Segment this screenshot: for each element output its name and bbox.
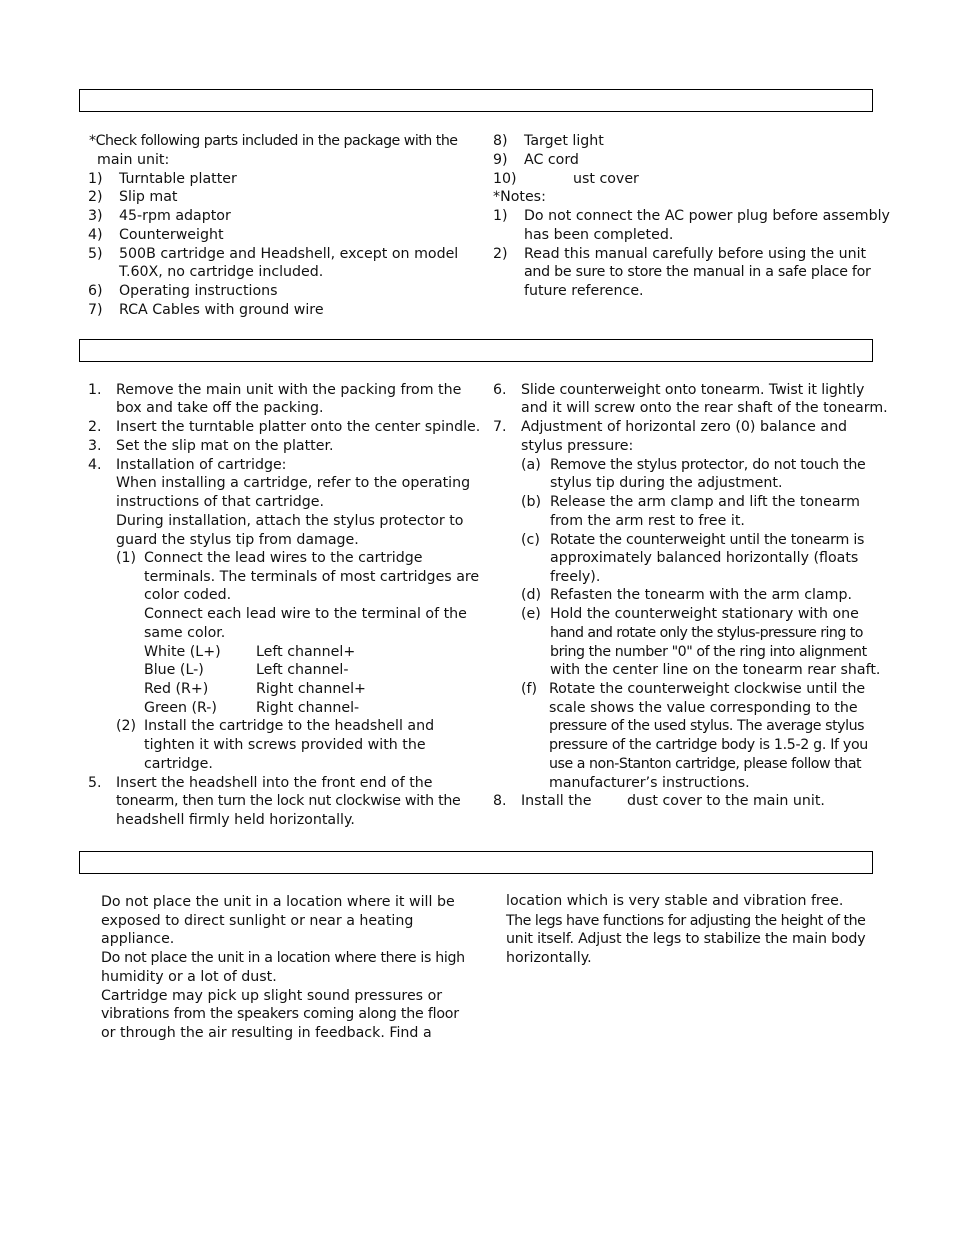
- paragraph-line: location which is very stable and vibration free.: [506, 893, 844, 909]
- paragraph-line: The legs have functions for adjusting the height of the: [506, 913, 866, 929]
- step-text: Slide counterweight onto tonearm. Twist it lightly: [521, 382, 865, 398]
- step-text: Installation of cartridge:: [116, 457, 287, 473]
- list-item: T.60X, no cartridge included.: [119, 264, 324, 280]
- paragraph-line: humidity or a lot of dust.: [101, 969, 277, 985]
- list-number: 9): [493, 152, 508, 168]
- substep-number: (a): [521, 457, 541, 473]
- paragraph-line: Do not place the unit in a location where it will be: [101, 894, 455, 910]
- step-text: When installing a cartridge, refer to the operating: [116, 475, 471, 491]
- step-number: 3.: [88, 438, 102, 454]
- wire-channel: Left channel-: [256, 662, 349, 678]
- list-number: 3): [88, 208, 103, 224]
- wire-color: White (L+): [144, 644, 221, 660]
- wire-color: Green (R-): [144, 700, 217, 716]
- section-header-box-1: [79, 89, 873, 112]
- list-item: Turntable platter: [119, 171, 237, 187]
- substep-text: Install the cartridge to the headshell and: [144, 718, 435, 734]
- substep-text: pressure of the used stylus. The average stylus: [549, 718, 865, 734]
- step-text: headshell firmly held horizontally.: [116, 812, 355, 828]
- note-text: Do not connect the AC power plug before assembly: [524, 208, 890, 224]
- substep-text: tighten it with screws provided with the: [144, 737, 426, 753]
- substep-text: pressure of the cartridge body is 1.5-2 g. If you: [549, 737, 868, 753]
- step-number: 6.: [493, 382, 507, 398]
- list-item: ust cover: [573, 171, 639, 187]
- step-number: 1.: [88, 382, 102, 398]
- paragraph-line: or through the air resulting in feedback. Find a: [101, 1025, 432, 1041]
- list-number: 7): [88, 302, 103, 318]
- paragraph-line: vibrations from the speakers coming along the floor: [101, 1006, 459, 1022]
- wire-channel: Left channel+: [256, 644, 356, 660]
- note-text: future reference.: [524, 283, 644, 299]
- substep-text: terminals. The terminals of most cartridges are: [144, 569, 480, 585]
- substep-text: stylus tip during the adjustment.: [550, 475, 783, 491]
- list-item: 500B cartridge and Headshell, except on model: [119, 246, 459, 262]
- note-number: 1): [493, 208, 508, 224]
- section-header-box-2: [79, 339, 873, 362]
- wire-channel: Right channel-: [256, 700, 360, 716]
- list-number: 6): [88, 283, 103, 299]
- substep-number: (d): [521, 587, 542, 603]
- substep-text: color coded.: [144, 587, 232, 603]
- list-number: 5): [88, 246, 103, 262]
- step-text: box and take off the packing.: [116, 400, 324, 416]
- substep-text: use a non-Stanton cartridge, please follow that: [549, 756, 862, 772]
- step-text: Set the slip mat on the platter.: [116, 438, 334, 454]
- substep-number: (2): [116, 718, 137, 734]
- substep-text: same color.: [144, 625, 226, 641]
- step-text: Insert the turntable platter onto the center spindle.: [116, 419, 481, 435]
- list-number: 4): [88, 227, 103, 243]
- list-item: Operating instructions: [119, 283, 278, 299]
- list-number: 2): [88, 189, 103, 205]
- step-text: Insert the headshell into the front end of the: [116, 775, 433, 791]
- step-text: stylus pressure:: [521, 438, 634, 454]
- step-text: tonearm, then turn the lock nut clockwise with the: [116, 793, 461, 809]
- substep-text: from the arm rest to free it.: [550, 513, 745, 529]
- substep-number: (f): [521, 681, 538, 697]
- list-item: RCA Cables with ground wire: [119, 302, 324, 318]
- list-item: Slip mat: [119, 189, 178, 205]
- step-text: dust cover to the main unit.: [627, 793, 825, 809]
- step-text: Remove the main unit with the packing from the: [116, 382, 462, 398]
- substep-text: Connect each lead wire to the terminal of the: [144, 606, 467, 622]
- substep-text: cartridge.: [144, 756, 213, 772]
- wire-channel: Right channel+: [256, 681, 366, 697]
- substep-number: (b): [521, 494, 542, 510]
- step-number: 2.: [88, 419, 102, 435]
- step-text: instructions of that cartridge.: [116, 494, 325, 510]
- step-text: During installation, attach the stylus protector to: [116, 513, 464, 529]
- section-header-box-3: [79, 851, 873, 874]
- step-number: 8.: [493, 793, 507, 809]
- substep-text: Release the arm clamp and lift the tonearm: [550, 494, 860, 510]
- paragraph-line: Do not place the unit in a location where there is high: [101, 950, 465, 966]
- list-item: AC cord: [524, 152, 579, 168]
- substep-number: (1): [116, 550, 137, 566]
- list-item: Counterweight: [119, 227, 224, 243]
- substep-text: Connect the lead wires to the cartridge: [144, 550, 423, 566]
- substep-text: Rotate the counterweight until the tonearm is: [550, 532, 865, 548]
- substep-text: Remove the stylus protector, do not touch the: [550, 457, 866, 473]
- list-item: Target light: [524, 133, 604, 149]
- paragraph-line: exposed to direct sunlight or near a heating: [101, 913, 414, 929]
- parts-intro: *Check following parts included in the package with the: [89, 133, 458, 149]
- substep-text: freely).: [550, 569, 601, 585]
- list-number: 1): [88, 171, 103, 187]
- substep-text: hand and rotate only the stylus-pressure ring to: [550, 625, 863, 641]
- step-number: 7.: [493, 419, 507, 435]
- substep-text: Rotate the counterweight clockwise until the: [549, 681, 866, 697]
- substep-number: (c): [521, 532, 540, 548]
- paragraph-line: appliance.: [101, 931, 175, 947]
- substep-text: approximately balanced horizontally (floats: [550, 550, 859, 566]
- list-item: 45-rpm adaptor: [119, 208, 231, 224]
- substep-text: Hold the counterweight stationary with one: [550, 606, 859, 622]
- notes-label: *Notes:: [493, 189, 546, 205]
- substep-text: bring the number "0" of the ring into alignment: [550, 644, 867, 660]
- substep-text: scale shows the value corresponding to the: [549, 700, 858, 716]
- substep-text: manufacturer’s instructions.: [549, 775, 750, 791]
- wire-color: Blue (L-): [144, 662, 204, 678]
- substep-text: with the center line on the tonearm rear shaft.: [550, 662, 881, 678]
- step-number: 4.: [88, 457, 102, 473]
- paragraph-line: horizontally.: [506, 950, 592, 966]
- note-number: 2): [493, 246, 508, 262]
- paragraph-line: Cartridge may pick up slight sound pressures or: [101, 988, 443, 1004]
- note-text: Read this manual carefully before using the unit: [524, 246, 867, 262]
- list-number: 10): [493, 171, 517, 187]
- paragraph-line: unit itself. Adjust the legs to stabilize the main body: [506, 931, 866, 947]
- parts-intro: main unit:: [97, 152, 170, 168]
- substep-text: Refasten the tonearm with the arm clamp.: [550, 587, 852, 603]
- step-text: Install the: [521, 793, 592, 809]
- step-text: guard the stylus tip from damage.: [116, 532, 359, 548]
- note-text: has been completed.: [524, 227, 674, 243]
- substep-number: (e): [521, 606, 541, 622]
- step-number: 5.: [88, 775, 102, 791]
- note-text: and be sure to store the manual in a safe place for: [524, 264, 871, 280]
- wire-color: Red (R+): [144, 681, 209, 697]
- list-number: 8): [493, 133, 508, 149]
- step-text: Adjustment of horizontal zero (0) balance and: [521, 419, 848, 435]
- step-text: and it will screw onto the rear shaft of the tonearm.: [521, 400, 888, 416]
